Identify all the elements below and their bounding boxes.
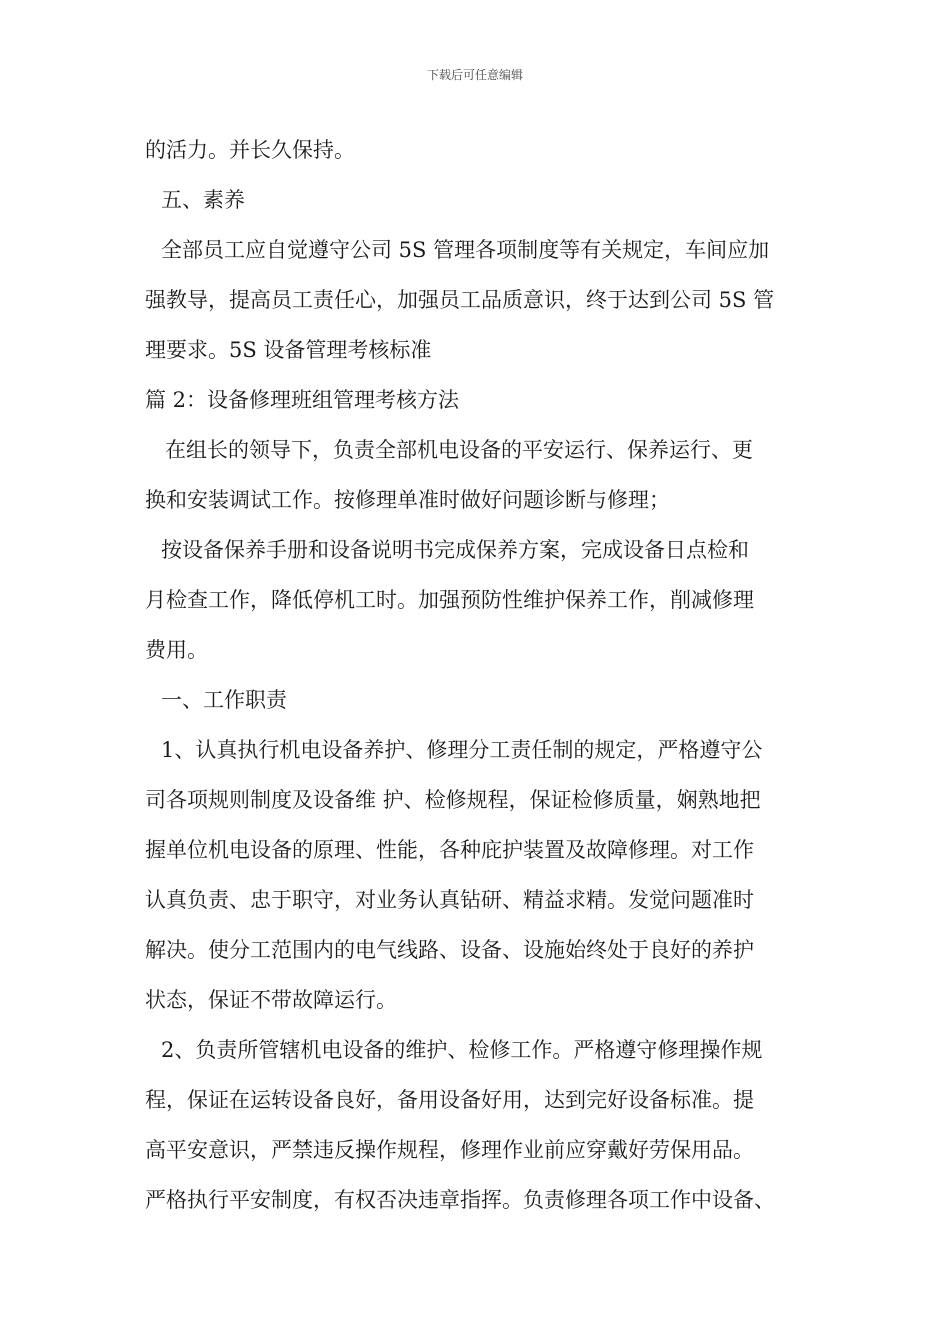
text-line: 状态，保证不带故障运行。 bbox=[145, 988, 397, 1012]
text-line: 月检查工作，降低停机工时。加强预防性维护保养工作，削减修理 bbox=[145, 588, 754, 612]
chapter-heading: 篇 2：设备修理班组管理考核方法 bbox=[145, 388, 460, 412]
section-heading: 一、工作职责 bbox=[161, 688, 287, 712]
text-line: 全部员工应自觉遵守公司 5S 管理各项制度等有关规定，车间应加 bbox=[161, 238, 770, 262]
text-line: 的活力。并长久保持。 bbox=[145, 138, 355, 162]
page-header: 下载后可任意编辑 bbox=[426, 68, 523, 82]
text-line: 认真负责、忠于职守，对业务认真钻研、精益求精。发觉问题准时 bbox=[145, 888, 754, 912]
text-line: 费用。 bbox=[145, 638, 208, 662]
text-line: 解决。使分工范围内的电气线路、设备、设施始终处于良好的养护 bbox=[145, 938, 754, 962]
text-line: 按设备保养手册和设备说明书完成保养方案，完成设备日点检和 bbox=[161, 538, 749, 562]
text-line: 司各项规则制度及设备维 护、检修规程，保证检修质量，娴熟地把 bbox=[145, 788, 761, 812]
text-line: 程，保证在运转设备良好，备用设备好用，达到完好设备标准。提 bbox=[145, 1088, 754, 1112]
text-line: 严格执行平安制度，有权否决违章指挥。负责修理各项工作中设备、 bbox=[145, 1188, 775, 1212]
text-line: 理要求。5S 设备管理考核标准 bbox=[145, 338, 432, 362]
text-line: 1、认真执行机电设备养护、修理分工责任制的规定，严格遵守公 bbox=[161, 738, 763, 762]
text-line: 2、负责所管辖机电设备的维护、检修工作。严格遵守修理操作规 bbox=[161, 1038, 763, 1062]
text-line: 握单位机电设备的原理、性能，各种庇护装置及故障修理。对工作 bbox=[145, 838, 754, 862]
text-line: 强教导，提高员工责任心，加强员工品质意识，终于达到公司 5S 管 bbox=[145, 288, 775, 312]
section-heading: 五、素养 bbox=[161, 188, 245, 212]
text-line: 换和安装调试工作。按修理单准时做好问题诊断与修理； bbox=[145, 488, 670, 512]
text-line: 高平安意识，严禁违反操作规程，修理作业前应穿戴好劳保用品。 bbox=[145, 1138, 754, 1162]
document-body bbox=[145, 125, 825, 1225]
text-line: 在组长的领导下，负责全部机电设备的平安运行、保养运行、更 bbox=[165, 438, 753, 462]
